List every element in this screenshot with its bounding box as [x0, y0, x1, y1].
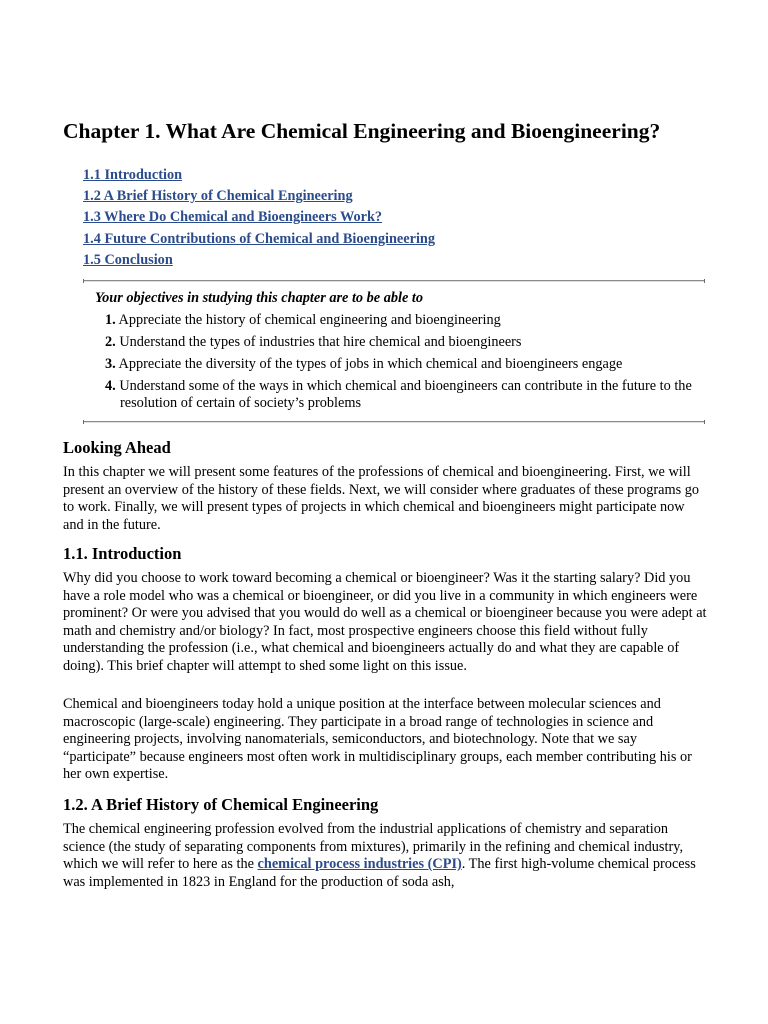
table-of-contents — [83, 167, 435, 273]
objective-number: 2. — [105, 333, 116, 350]
toc-link-history[interactable]: 1.2 A Brief History of Chemical Engineering — [83, 188, 353, 205]
objective-text: Appreciate the diversity of the types of jobs in which chemical and bioengineers engage — [118, 355, 623, 372]
objective-item — [105, 334, 695, 352]
toc-item — [83, 167, 435, 188]
objective-number: 4. — [105, 377, 116, 394]
introduction-paragraph-1: Why did you choose to work toward becoming a chemical or bioengineer? Was it the starting salary? Did you have a role model who was a chemical or bioengineer, or did you live in a community in which engineers were prominent? Or were you advised that you would do well as a chemical or bioengineer because you were adept at math and chemistry and/or biology? In fact, most prospective engineers choose this field without fully understanding the profession (i.e., what chemical and bioengineers actually do and what they are capable of doing). This brief chapter will attempt to shed some light on this issue. — [63, 570, 707, 674]
objectives-list — [105, 312, 695, 417]
looking-ahead-paragraph: In this chapter we will present some features of the professions of chemical and bioengineering. First, we will present an overview of the history of these fields. Next, we will consider where graduates of these programs go to work. Finally, we will present types of projects in which chemical and bioengineers might participate now and in the future. — [63, 464, 700, 533]
history-paragraph — [63, 821, 708, 891]
objective-text: Appreciate the history of chemical engineering and bioengineering — [118, 312, 501, 328]
toc-link-conclusion[interactable]: 1.5 Conclusion — [83, 251, 173, 268]
looking-ahead-heading: Looking Ahead — [63, 438, 171, 457]
toc-link-where-work[interactable]: 1.3 Where Do Chemical and Bioengineers Work? — [83, 209, 383, 226]
objective-number: 3. — [105, 355, 116, 372]
toc-item — [83, 231, 435, 252]
chapter-title: Chapter 1. What Are Chemical Engineering and Bioengineering? — [63, 119, 661, 143]
divider-top — [83, 280, 705, 282]
history-heading: 1.2. A Brief History of Chemical Engineering — [63, 795, 379, 814]
objectives-box — [83, 280, 705, 422]
objective-text: Understand the types of industries that hire chemical and bioengineers — [119, 333, 522, 350]
introduction-paragraph-2: Chemical and bioengineers today hold a unique position at the interface between molecular sciences and macroscopic (large-scale) engineering. They participate in a broad range of technologies in science and engineering projects, involving nanomaterials, semiconductors, and biotechnology. Note that we say “participate” because engineers most often work in multidisciplinary groups, each member contributing his or her own expertise. — [63, 696, 692, 783]
objectives-heading: Your objectives in studying this chapter are to be able to — [95, 290, 424, 306]
objective-item — [105, 356, 695, 374]
introduction-heading: 1.1. Introduction — [63, 544, 182, 563]
toc-link-introduction[interactable]: 1.1 Introduction — [83, 167, 183, 183]
toc-item — [83, 188, 435, 209]
objective-text: Understand some of the ways in which chemical and bioengineers can contribute in the future to the resolution of certain of society’s problems — [119, 377, 692, 412]
cpi-link[interactable]: chemical process industries (CPI) — [257, 856, 462, 873]
history-text-start: The chemical engineering profession evolved from the industrial applications of chemistry and separation science (the study of separating components from mixtures), primarily in the refining and chemical industry, which we will refer to here as the — [63, 821, 684, 873]
divider-bottom — [83, 421, 705, 423]
toc-item — [83, 252, 435, 273]
toc-link-future[interactable]: 1.4 Future Contributions of Chemical and Bioengineering — [83, 230, 436, 247]
toc-item — [83, 209, 435, 230]
history-text-end: . The first high-volume chemical process was implemented in 1823 in England for the production of soda ash, — [63, 856, 696, 890]
objective-item — [105, 378, 695, 413]
objective-number: 1. — [105, 312, 116, 328]
objective-item — [105, 312, 695, 330]
